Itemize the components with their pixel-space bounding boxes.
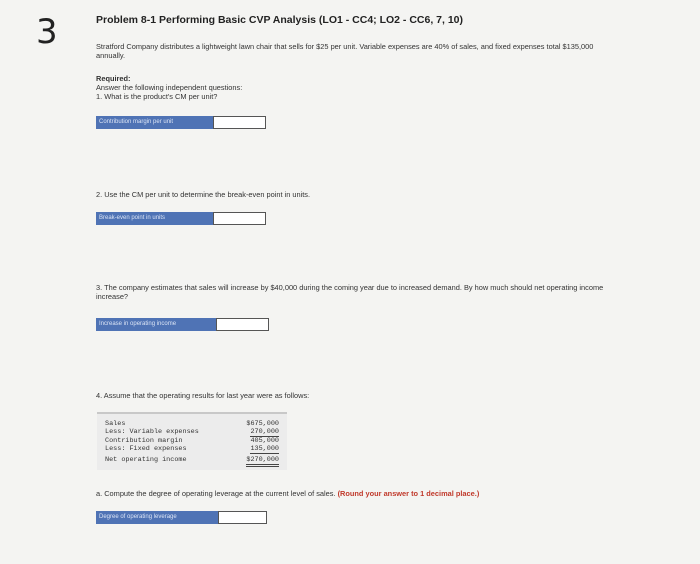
answer-row-increase-income <box>96 318 269 331</box>
increase-operating-income-input[interactable] <box>216 318 269 331</box>
rounding-note: (Round your answer to 1 decimal place.) <box>337 489 480 498</box>
cm-per-unit-input[interactable] <box>213 116 266 129</box>
required-text: Answer the following independent questions: <box>96 83 243 92</box>
row-value: 135,000 <box>250 445 279 453</box>
operating-results-table <box>97 412 287 470</box>
row-label: Net operating income <box>105 456 187 464</box>
row-value: 405,000 <box>250 437 279 445</box>
question-3-text: 3. The company estimates that sales will increase by $40,000 during the coming year due to increased demand. By how much should net operating income increase? <box>96 283 604 301</box>
question-a-prompt: a. Compute the degree of operating leverage at the current level of sales. <box>96 489 336 498</box>
break-even-units-input[interactable] <box>213 212 266 225</box>
answer-label-dol: Degree of operating leverage <box>96 511 218 524</box>
answer-label-increase-income: Increase in operating income <box>96 318 216 331</box>
question-2-text: 2. Use the CM per unit to determine the break-even point in units. <box>96 190 311 199</box>
question-a-text <box>96 489 479 498</box>
answer-row-dol <box>96 511 267 524</box>
row-label: Sales <box>105 420 126 428</box>
question-4-text: 4. Assume that the operating results for last year were as follows: <box>96 391 310 400</box>
answer-label-cm-per-unit: Contribution margin per unit <box>96 116 213 129</box>
answer-row-break-even <box>96 212 266 225</box>
problem-title: Problem 8-1 Performing Basic CVP Analysis (LO1 - CC4; LO2 - CC6, 7, 10) <box>96 14 464 26</box>
required-heading: Required: <box>96 74 131 83</box>
answer-label-break-even: Break-even point in units <box>96 212 213 225</box>
answer-row-cm-per-unit <box>96 116 266 129</box>
row-label: Contribution margin <box>105 437 183 445</box>
question-1-text: 1. What is the product's CM per unit? <box>96 92 218 101</box>
row-label: Less: Fixed expenses <box>105 445 187 453</box>
row-label: Less: Variable expenses <box>105 428 199 436</box>
problem-intro: Stratford Company distributes a lightweight lawn chair that sells for $25 per unit. Variable expenses are 40% of sales, and fixed expenses total $135,000 annually. <box>96 42 594 60</box>
question-number: 3 <box>36 12 58 52</box>
degree-operating-leverage-input[interactable] <box>218 511 267 524</box>
row-value: 270,000 <box>250 428 279 436</box>
row-value: $675,000 <box>246 420 279 428</box>
row-value: $270,000 <box>246 456 279 467</box>
